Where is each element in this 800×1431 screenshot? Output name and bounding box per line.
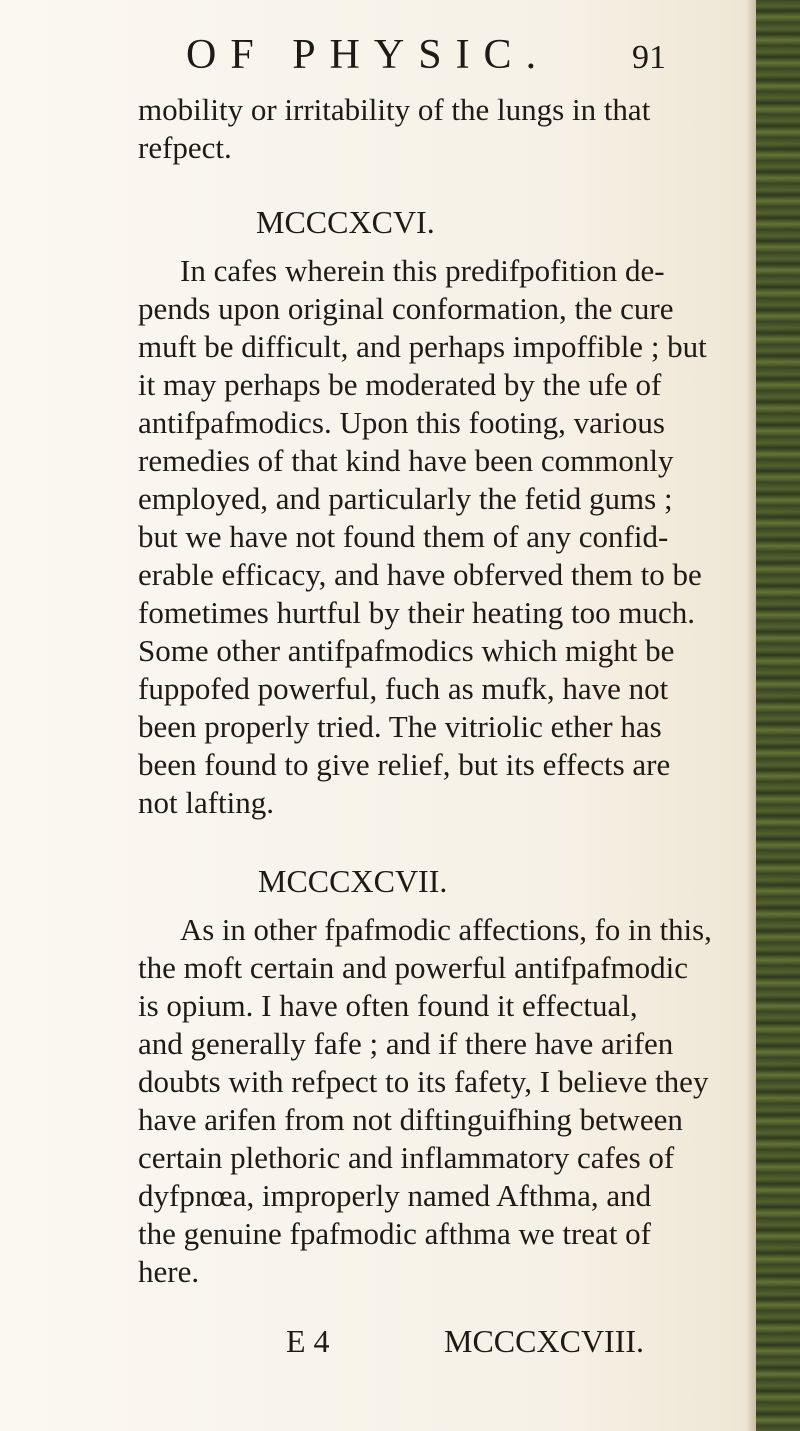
text-line: mobility or irritability of the lungs in that — [138, 92, 651, 127]
text-line: doubts with refpect to its fafety, I believe they — [138, 1064, 709, 1099]
text-line: employed, and particularly the fetid gums ; — [138, 481, 673, 516]
text-line: dyfpnœa, improperly named Afthma, and — [138, 1178, 652, 1213]
text-line: fuppofed powerful, fuch as mufk, have not — [138, 671, 669, 706]
running-head: OF PHYSIC. — [186, 32, 551, 78]
text-line: remedies of that kind have been commonly — [138, 443, 674, 478]
book-spine — [756, 0, 800, 1431]
text-line: the moft certain and powerful antifpafmodic — [138, 950, 689, 985]
text-line: been found to give relief, but its effects are — [138, 747, 671, 782]
text-line: As in other fpafmodic affections, fo in this, — [180, 912, 712, 947]
text-line: muft be difficult, and perhaps impoffible ; but — [138, 329, 707, 364]
section-heading: MCCCXCVII. — [258, 863, 448, 899]
text-line: certain plethoric and inflammatory cafes of — [138, 1140, 675, 1175]
text-line: In cafes wherein this predifpofition de- — [180, 253, 665, 288]
text-line: Some other antifpafmodics which might be — [138, 633, 675, 668]
section-heading: MCCCXCVI. — [256, 204, 435, 240]
text-line: antifpafmodics. Upon this footing, various — [138, 405, 665, 440]
signature-mark: E 4 — [286, 1323, 330, 1359]
page-number: 91 — [632, 39, 666, 76]
text-line: is opium. I have often found it effectual, — [138, 988, 638, 1023]
text-line: pends upon original conformation, the cure — [138, 291, 674, 326]
text-line: erable efficacy, and have obferved them to be — [138, 557, 702, 592]
text-line: been properly tried. The vitriolic ether has — [138, 709, 662, 744]
text-line: but we have not found them of any confid- — [138, 519, 669, 554]
text-line: refpect. — [138, 130, 232, 165]
text-line: have arifen from not diftinguifhing between — [138, 1102, 683, 1137]
catchword: MCCCXCVIII. — [444, 1323, 645, 1359]
text-line: it may perhaps be moderated by the ufe of — [138, 367, 662, 402]
text-line: fometimes hurtful by their heating too much. — [138, 595, 696, 630]
text-line: the genuine fpafmodic afthma we treat of — [138, 1216, 651, 1251]
text-line: here. — [138, 1254, 200, 1289]
text-line: and generally fafe ; and if there have arifen — [138, 1026, 674, 1061]
page-edge-shadow — [746, 0, 756, 1431]
text-line: not lafting. — [138, 785, 275, 820]
